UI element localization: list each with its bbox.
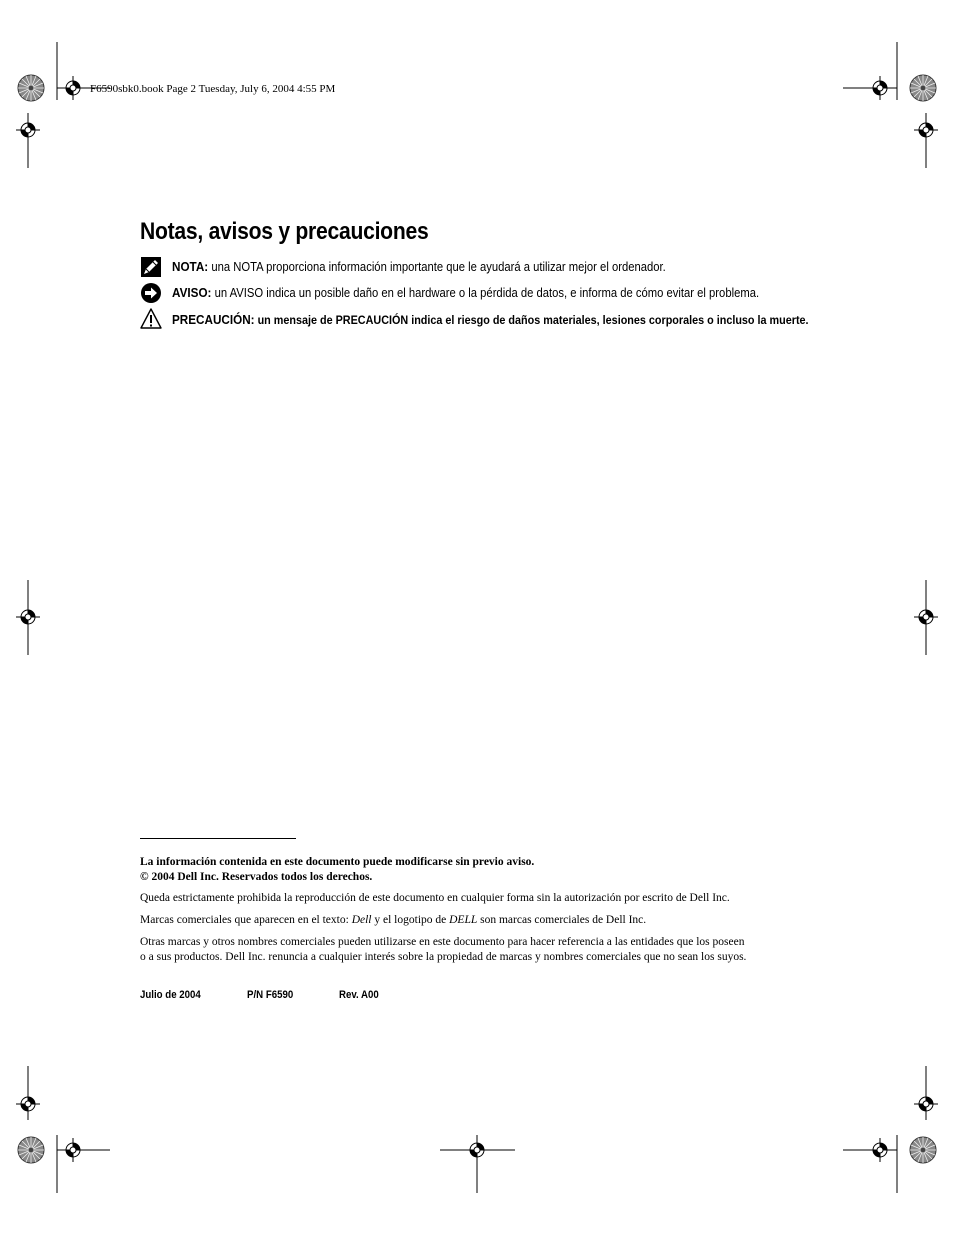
- trademark-dell: Dell: [351, 914, 372, 926]
- arrow-notice-icon: [140, 282, 162, 304]
- footer-part-number: P/N F6590: [247, 989, 294, 1001]
- trademarks-notice: [140, 913, 646, 928]
- footer-date: Julio de 2004: [140, 989, 201, 1001]
- nota-label: NOTA:: [172, 259, 209, 274]
- aviso-label: AVISO:: [172, 285, 212, 300]
- print-header: F6590sbk0.book Page 2 Tuesday, July 6, 2004 4:55 PM: [90, 83, 336, 95]
- aviso-text: un AVISO indica un posible daño en el hardware o la pérdida de datos, e informa de cómo evitar el problema.: [214, 286, 760, 300]
- reproduction-notice: Queda estrictamente prohibida la reproducción de este documento en cualquier forma sin la autorización por escrito de Dell Inc.: [140, 892, 730, 904]
- note-aviso: [140, 282, 900, 304]
- legal-notice: [140, 855, 534, 884]
- footnote-divider: [140, 838, 296, 839]
- legal-line-1: La información contenida en este documento puede modificarse sin previo aviso.: [140, 856, 535, 868]
- legal-line-2: © 2004 Dell Inc. Reservados todos los derechos.: [140, 870, 373, 883]
- trademarks-prefix: Marcas comerciales que aparecen en el texto:: [140, 914, 352, 926]
- trademarks-suffix: son marcas comerciales de Dell Inc.: [477, 914, 647, 926]
- trademarks-middle: y el logotipo de: [371, 914, 450, 926]
- footer-revision: Rev. A00: [339, 989, 379, 1001]
- precaucion-label: PRECAUCIÓN:: [172, 312, 255, 327]
- page-title: Notas, avisos y precauciones: [140, 218, 429, 245]
- precaucion-text: un mensaje de PRECAUCIÓN indica el riesgo de daños materiales, lesiones corporales o incluso la muerte.: [257, 313, 809, 327]
- other-trademarks-line-1: Otras marcas y otros nombres comerciales pueden utilizarse en este documento para hacer referencia a las entidades que los poseen: [140, 936, 745, 948]
- other-trademarks-notice: [140, 935, 746, 964]
- note-precaucion: [140, 308, 900, 348]
- nota-text: una NOTA proporciona información importante que le ayudará a utilizar mejor el ordenador.: [211, 260, 666, 274]
- note-nota: [140, 256, 860, 278]
- pencil-note-icon: [140, 256, 162, 278]
- warning-triangle-icon: [140, 308, 162, 330]
- trademark-dell-logo: DELL: [449, 914, 478, 926]
- other-trademarks-line-2: o a sus productos. Dell Inc. renuncia a cualquier interés sobre la propiedad de marcas y nombres comerciales que no sean los suyos.: [140, 950, 747, 963]
